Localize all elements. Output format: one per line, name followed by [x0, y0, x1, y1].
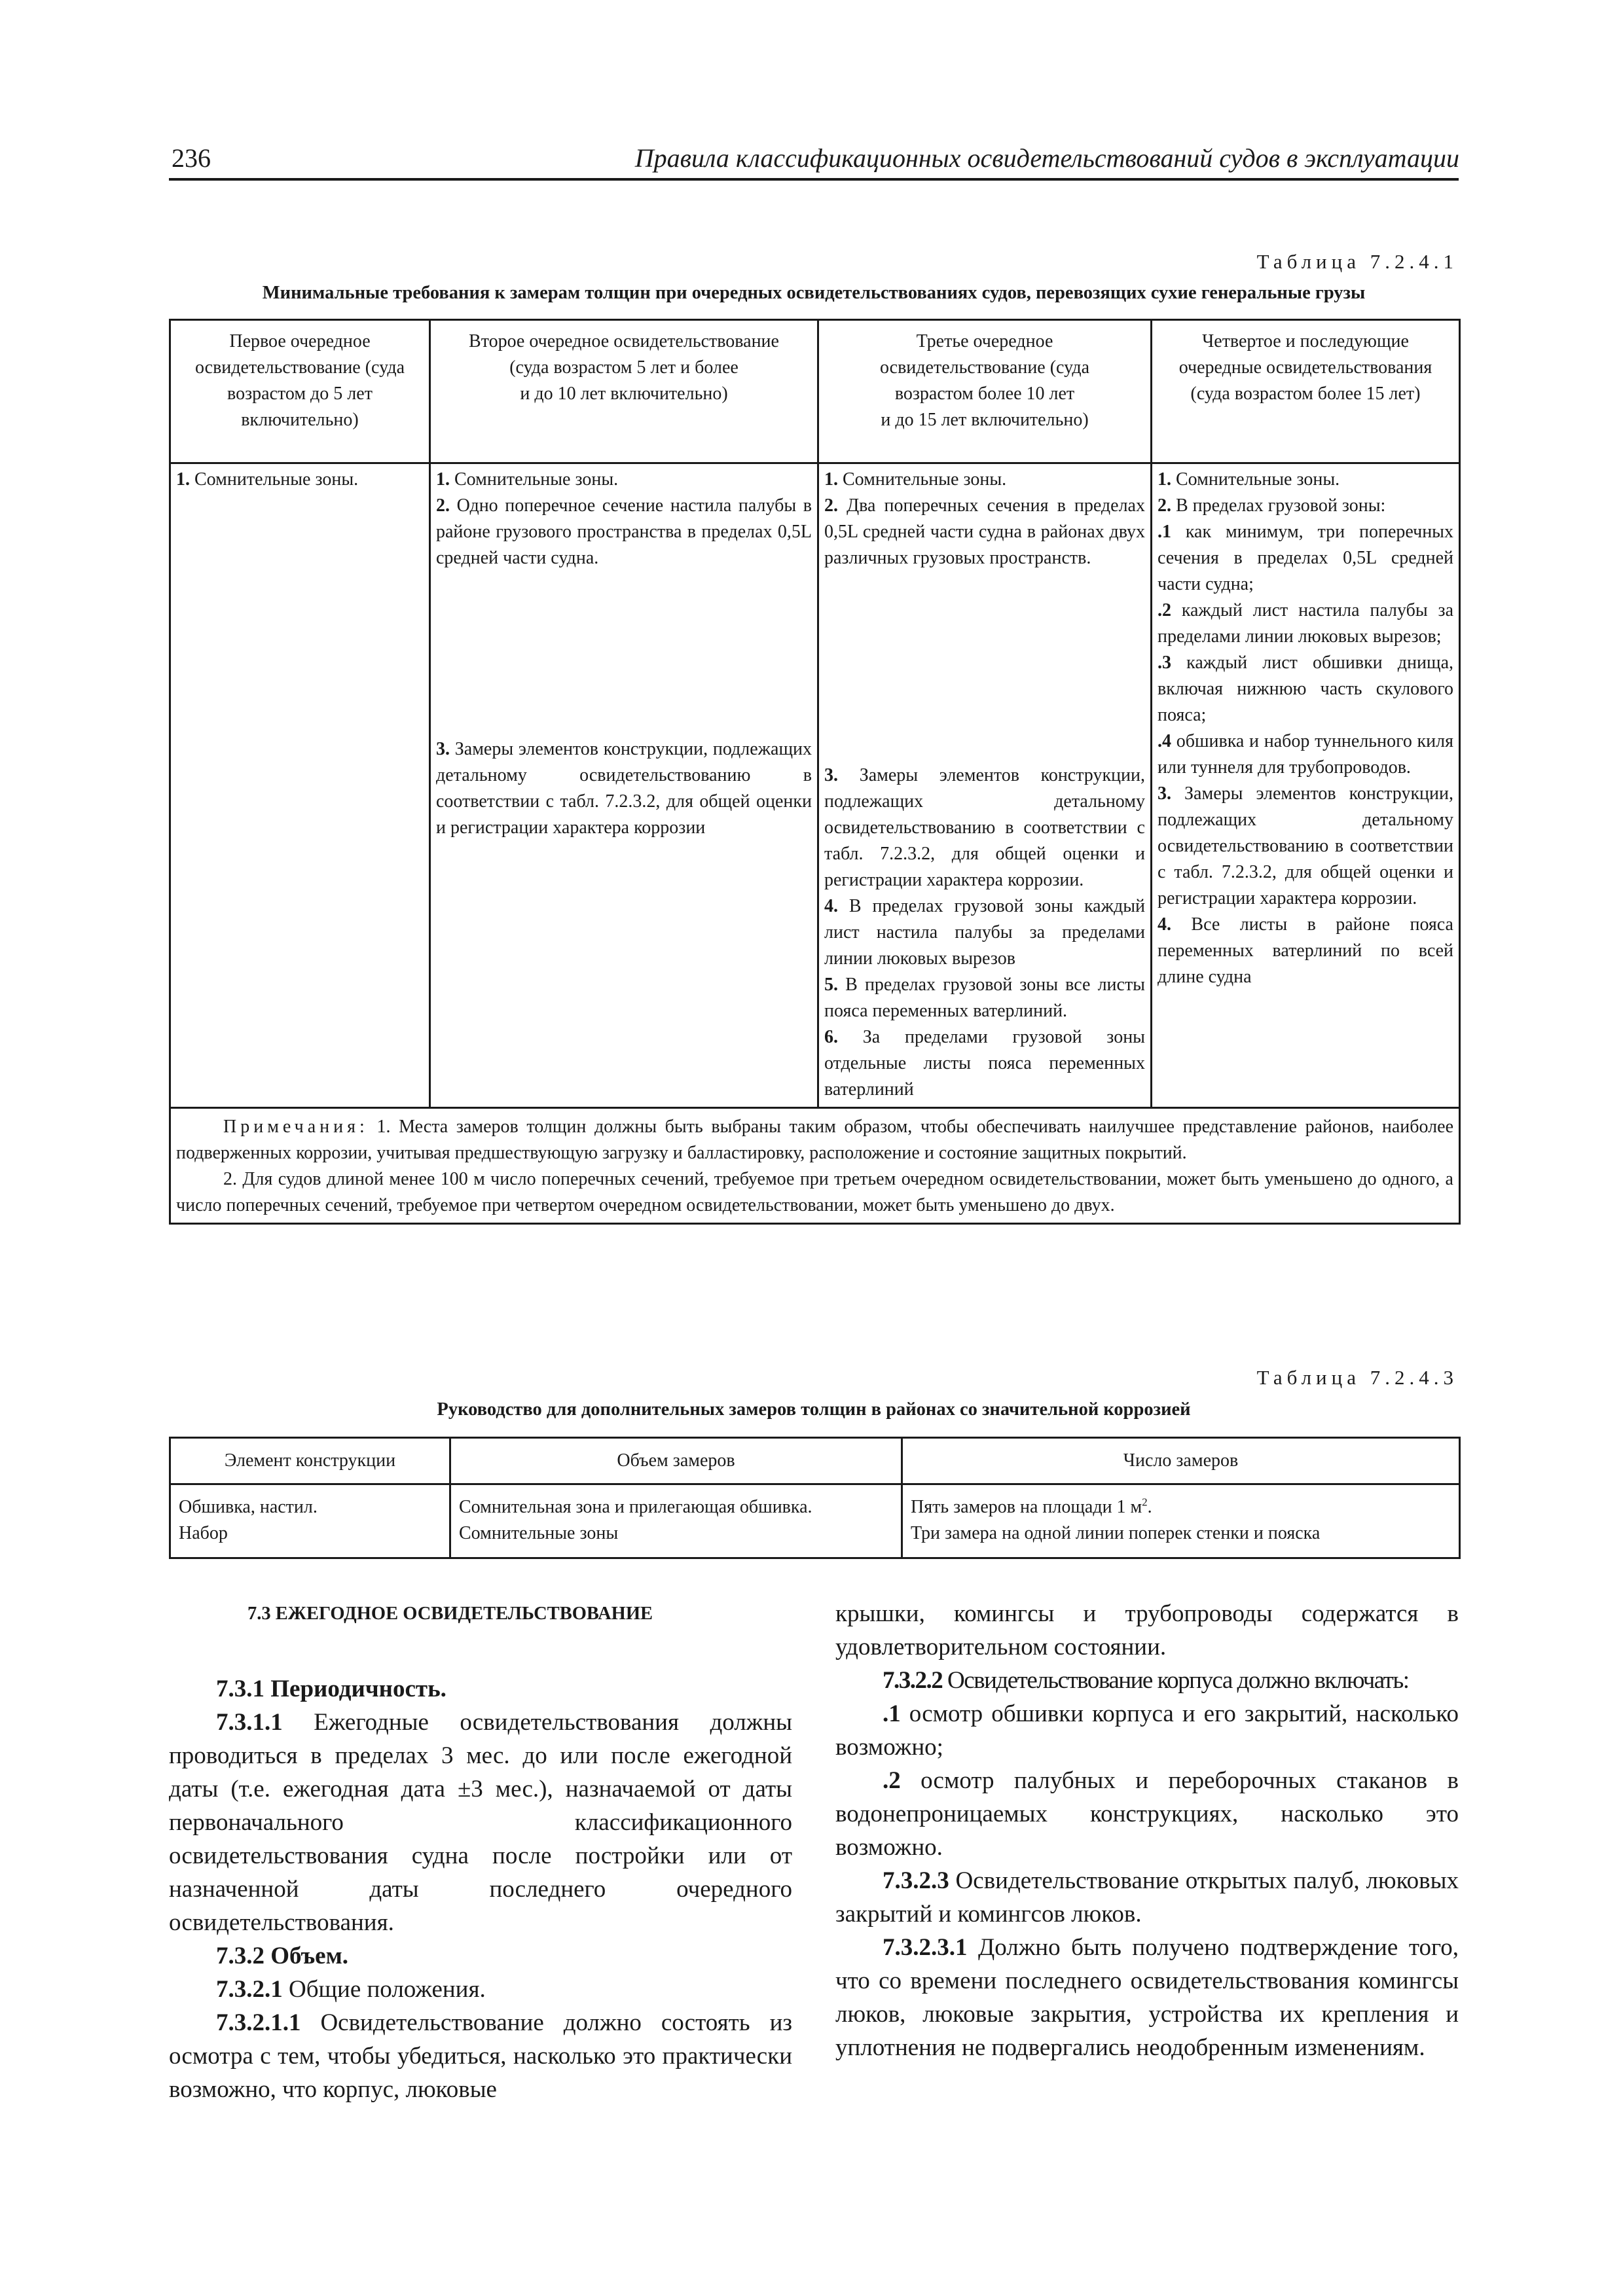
paragraph-7-3-1-1: 7.3.1.1 Ежегодные освидетельствования должны проводиться в пределах 3 мес. до или после ежегодной даты (т.е. ежегодная дата ±3 мес.), назначаемой от даты первоначального классификационного освидетельствования судна после постройки или от назначенной даты последнего очередного освидетельствования. [169, 1709, 792, 1936]
table2-cell-scope: Сомнительная зона и прилегающая обшивка. Сомнительные зоны [450, 1484, 902, 1558]
table1-header-row [170, 320, 1460, 463]
notes-label: Примечания: [223, 1117, 369, 1137]
table1-notes [170, 1108, 1460, 1224]
table1-header-cell: Третье очередное освидетельствование (суда возрастом более 10 лет и до 15 лет включительно) [818, 320, 1152, 463]
text-column-right [835, 1597, 1459, 2064]
table1-cell-fourth-survey: 1. Сомнительные зоны. 2. В пределах грузовой зоны: .1 как минимум, три поперечных сечения в пределах 0,5L средней части судна; .2 каждый лист настила палубы за пределами линии люковых вырезов; .3 каждый лист обшивки днища, включая нижнюю часть скулового пояса; .4 обшивка и набор туннельного киля или туннеля для трубопроводов. 3. Замеры элементов конструкции, подлежащих детальному освидетельствованию в соответствии с табл. 7.2.3.2, для общей оценки и регистрации характера коррозии. 4. Все листы в районе пояса переменных ватерлиний по всей длине судна [1152, 463, 1460, 1108]
table2-cell-element: Обшивка, настил. Набор [170, 1484, 450, 1558]
table1-cell-second-survey: 1. Сомнительные зоны. 2. Одно поперечное сечение настила палубы в районе грузового пространства в пределах 0,5L средней части судна. 3. Замеры элементов конструкции, подлежащих детальному освидетельствованию в соответствии с табл. 7.2.3.2, для общей оценки и регистрации характера коррозии [430, 463, 818, 1108]
table2-title: Руководство для дополнительных замеров толщин в районах со значительной коррозией [437, 1399, 1191, 1420]
table1-header-cell: Первое очередное освидетельствование (суда возрастом до 5 лет включительно) [170, 320, 430, 463]
paragraph-7-3-2-2-2: .2 осмотр палубных и переборочных стаканов в водонепроницаемых конструкциях, насколько это возможно. [835, 1767, 1459, 1861]
note-1: 1. Места замеров толщин должны быть выбраны таким образом, чтобы обеспечивать наилучшее представление районов, наиболее подверженных коррозии, учитывая предшествующую загрузку и балластировку, расположение и состояние защитных покрытий. [176, 1117, 1453, 1163]
table2-header-cell: Элемент конструкции [170, 1438, 450, 1484]
running-title: Правила классификационных освидетельствований судов в эксплуатации [634, 143, 1459, 173]
section-title: 7.3 ЕЖЕГОДНОЕ ОСВИДЕТЕЛЬСТВОВАНИЕ [247, 1604, 653, 1624]
paragraph-7-3-2-1-1: 7.3.2.1.1 Освидетельствование должно состоять из осмотра с тем, чтобы убедиться, насколько это практически возможно, что корпус, люковые [169, 2009, 792, 2103]
table2-label: Таблица 7.2.4.3 [1256, 1366, 1458, 1389]
paragraph-continuation: крышки, комингсы и трубопроводы содержатся в удовлетворительном состоянии. [835, 1600, 1459, 1660]
table1-body-row [170, 463, 1460, 1108]
table1-notes-row [170, 1108, 1460, 1224]
table1-header-cell: Четвертое и последующие очередные освидетельствования (суда возрастом более 15 лет) [1152, 320, 1460, 463]
paragraph-7-3-2-3: 7.3.2.3 Освидетельствование открытых палуб, люковых закрытий и комингсов люков. [835, 1867, 1459, 1928]
table2-header-cell: Число замеров [902, 1438, 1460, 1484]
paragraph-7-3-2-2-1: .1 осмотр обшивки корпуса и его закрытий, насколько возможно; [835, 1700, 1459, 1761]
heading-7-3-1: 7.3.1 Периодичность. [216, 1676, 447, 1702]
text-column-left [169, 1597, 792, 2106]
note-2: 2. Для судов длиной менее 100 м число поперечных сечений, требуемое при третьем очередном освидетельствовании, может быть уменьшено до одного, а число поперечных сечений, требуемое при четвертом очередном освидетельствовании, может быть уменьшено до двух. [176, 1169, 1453, 1215]
header-rule [169, 178, 1459, 181]
table1-header-cell: Второе очередное освидетельствование (суда возрастом 5 лет и более и до 10 лет включительно) [430, 320, 818, 463]
table1-cell-first-survey: 1. Сомнительные зоны. [170, 463, 430, 1108]
table2-header-row [170, 1438, 1460, 1484]
table-7-2-4-3 [169, 1437, 1461, 1559]
table2-cell-count: Пять замеров на площади 1 $м^2$. Три замера на одной линии поперек стенки и пояска [902, 1484, 1460, 1558]
table2-header-cell: Объем замеров [450, 1438, 902, 1484]
paragraph-7-3-2-3-1: 7.3.2.3.1 Должно быть получено подтверждение того, что со времени последнего освидетельствования комингсы люков, люковые закрытия, устройства их крепления и уплотнения не подвергались неодобренным изменениям. [835, 1934, 1459, 2061]
table1-cell-third-survey: 1. Сомнительные зоны. 2. Два поперечных сечения в пределах 0,5L средней части судна в районах двух различных грузовых пространств. 3. Замеры элементов конструкции, подлежащих детальному освидетельствованию в соответствии с табл. 7.2.3.2, для общей оценки и регистрации характера коррозии. 4. В пределах грузовой зоны каждый лист настила палубы за пределами линии люковых вырезов 5. В пределах грузовой зоны все листы пояса переменных ватерлиний. 6. За пределами грузовой зоны отдельные листы пояса переменных ватерлиний [818, 463, 1152, 1108]
heading-7-3-2: 7.3.2 Объем. [216, 1943, 349, 1969]
table1-label: Таблица 7.2.4.1 [1256, 250, 1458, 273]
table-7-2-4-1 [169, 319, 1461, 1225]
paragraph-7-3-2-1: 7.3.2.1 Общие положения. [216, 1976, 486, 2003]
page-number: 236 [172, 143, 211, 173]
table2-body-row [170, 1484, 1460, 1558]
table1-title: Минимальные требования к замерам толщин при очередных освидетельствованиях судов, перевозящих сухие генеральные грузы [262, 283, 1366, 303]
paragraph-7-3-2-2: 7.3.2.2 Освидетельствование корпуса должно включать: [883, 1667, 1409, 1694]
